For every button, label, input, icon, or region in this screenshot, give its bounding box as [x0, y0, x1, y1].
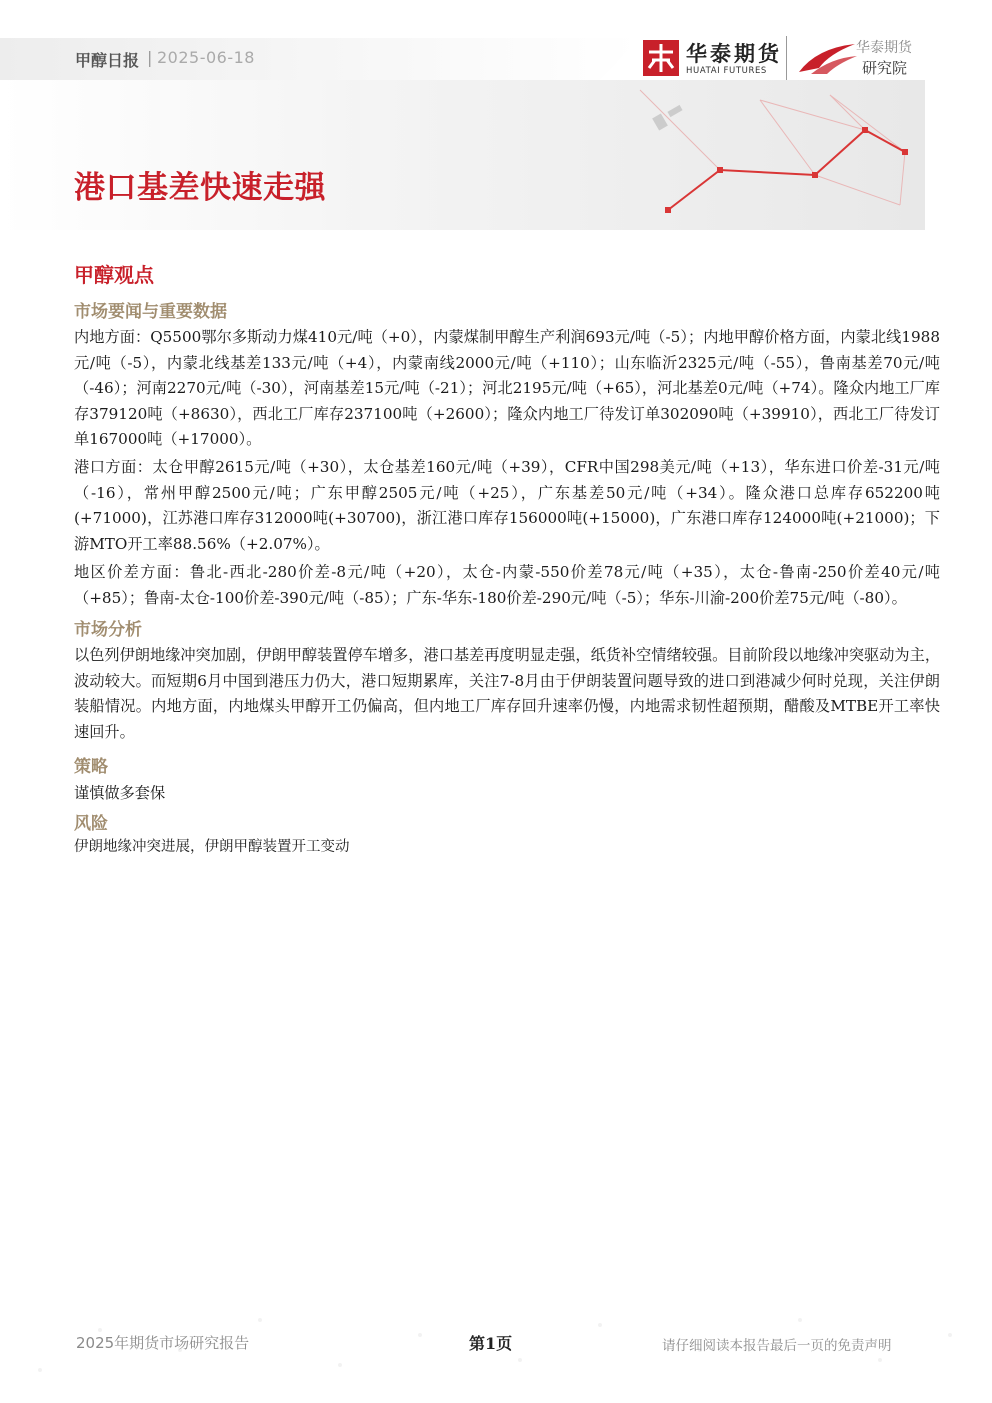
- footer-disclaimer: 请仔细阅读本报告最后一页的免责声明: [662, 1338, 892, 1354]
- institute-subtitle: 研究院: [862, 59, 908, 77]
- report-date: 2025-06-18: [157, 48, 255, 67]
- strategy-text: 谨慎做多套保: [74, 784, 166, 802]
- port-paragraph: 港口方面：太仓甲醇2615元/吨（+30），太仓基差160元/吨（+39），CFR中国298美元/吨（+13），华东进口价差-31元/吨（-16），常州甲醇2500元/吨；广东甲醇2505元/吨（+25），广东基差50元/吨（+34）。隆众港口总库存652200吨(+71000)，江苏港口库存312000吨(+30700)，浙江港口库存156000吨(+15000)，广东港口库存124000吨(+21000)；下游MTO开工率88.56%（+2.07%）。: [74, 458, 940, 553]
- regional-spread-paragraph: 地区价差方面：鲁北-西北-280价差-8元/吨（+20），太仓-内蒙-550价差78元/吨（+35），太仓-鲁南-250价差40元/吨（+85）；鲁南-太仓-100价差-390元/吨（-85）；广东-华东-180价差-290元/吨（-5）；华东-川渝-200价差75元/吨（-80）。: [74, 563, 940, 607]
- report-separator: |: [147, 48, 153, 67]
- risk-text: 伊朗地缘冲突进展，伊朗甲醇装置开工变动: [74, 839, 350, 855]
- network-graphic-icon: [600, 80, 925, 230]
- report-type: 甲醇日报: [75, 51, 140, 70]
- strategy-heading: 策略: [74, 757, 108, 777]
- huatai-logo-icon: [643, 40, 679, 76]
- inland-paragraph: 内地方面：Q5500鄂尔多斯动力煤410元/吨（+0），内蒙煤制甲醇生产利润693元/吨（-5）；内地甲醇价格方面，内蒙北线1988元/吨（-5），内蒙北线基差133元/吨（+4），内蒙南线2000元/吨（+110）；山东临沂2325元/吨（-55），鲁南基差70元/吨（-46）；河南2270元/吨（-30），河南基差15元/吨（-21）；河北2195元/吨（+65），河北基差0元/吨（+74）。隆众内地工厂库存379120吨（+8630），西北工厂库存237100吨（+2600）；隆众内地工厂待发订单302090吨（+39910），西北工厂待发订单167000吨（+17000）。: [74, 328, 940, 448]
- logo-divider: [786, 36, 787, 80]
- logo-name: 华泰期货: [686, 42, 782, 66]
- section-heading: 甲醇观点: [74, 263, 154, 287]
- market-news-heading: 市场要闻与重要数据: [74, 302, 227, 322]
- market-analysis-text: 以色列伊朗地缘冲突加剧，伊朗甲醇装置停车增多，港口基差再度明显走强，纸货补空情绪较强。目前阶段以地缘冲突驱动为主，波动较大。而短期6月中国到港压力仍大，港口短期累库，关注7-8月由于伊朗装置问题导致的进口到港减少何时兑现，关注伊朗装船情况。内地方面，内地煤头甲醇开工仍偏高，但内地工厂库存回升速率仍慢，内地需求韧性超预期，醋酸及MTBE开工率快速回升。: [74, 646, 940, 741]
- page-title: 港口基差快速走强: [74, 170, 326, 206]
- institute-name: 华泰期货: [856, 40, 912, 56]
- footer-report-name: 2025年期货市场研究报告: [76, 1334, 250, 1352]
- logo-english: HUATAI FUTURES: [686, 66, 767, 76]
- page-number: 第1页: [469, 1334, 513, 1353]
- institute-logo-icon: [797, 38, 859, 78]
- risk-heading: 风险: [74, 814, 108, 834]
- market-analysis-heading: 市场分析: [74, 620, 142, 640]
